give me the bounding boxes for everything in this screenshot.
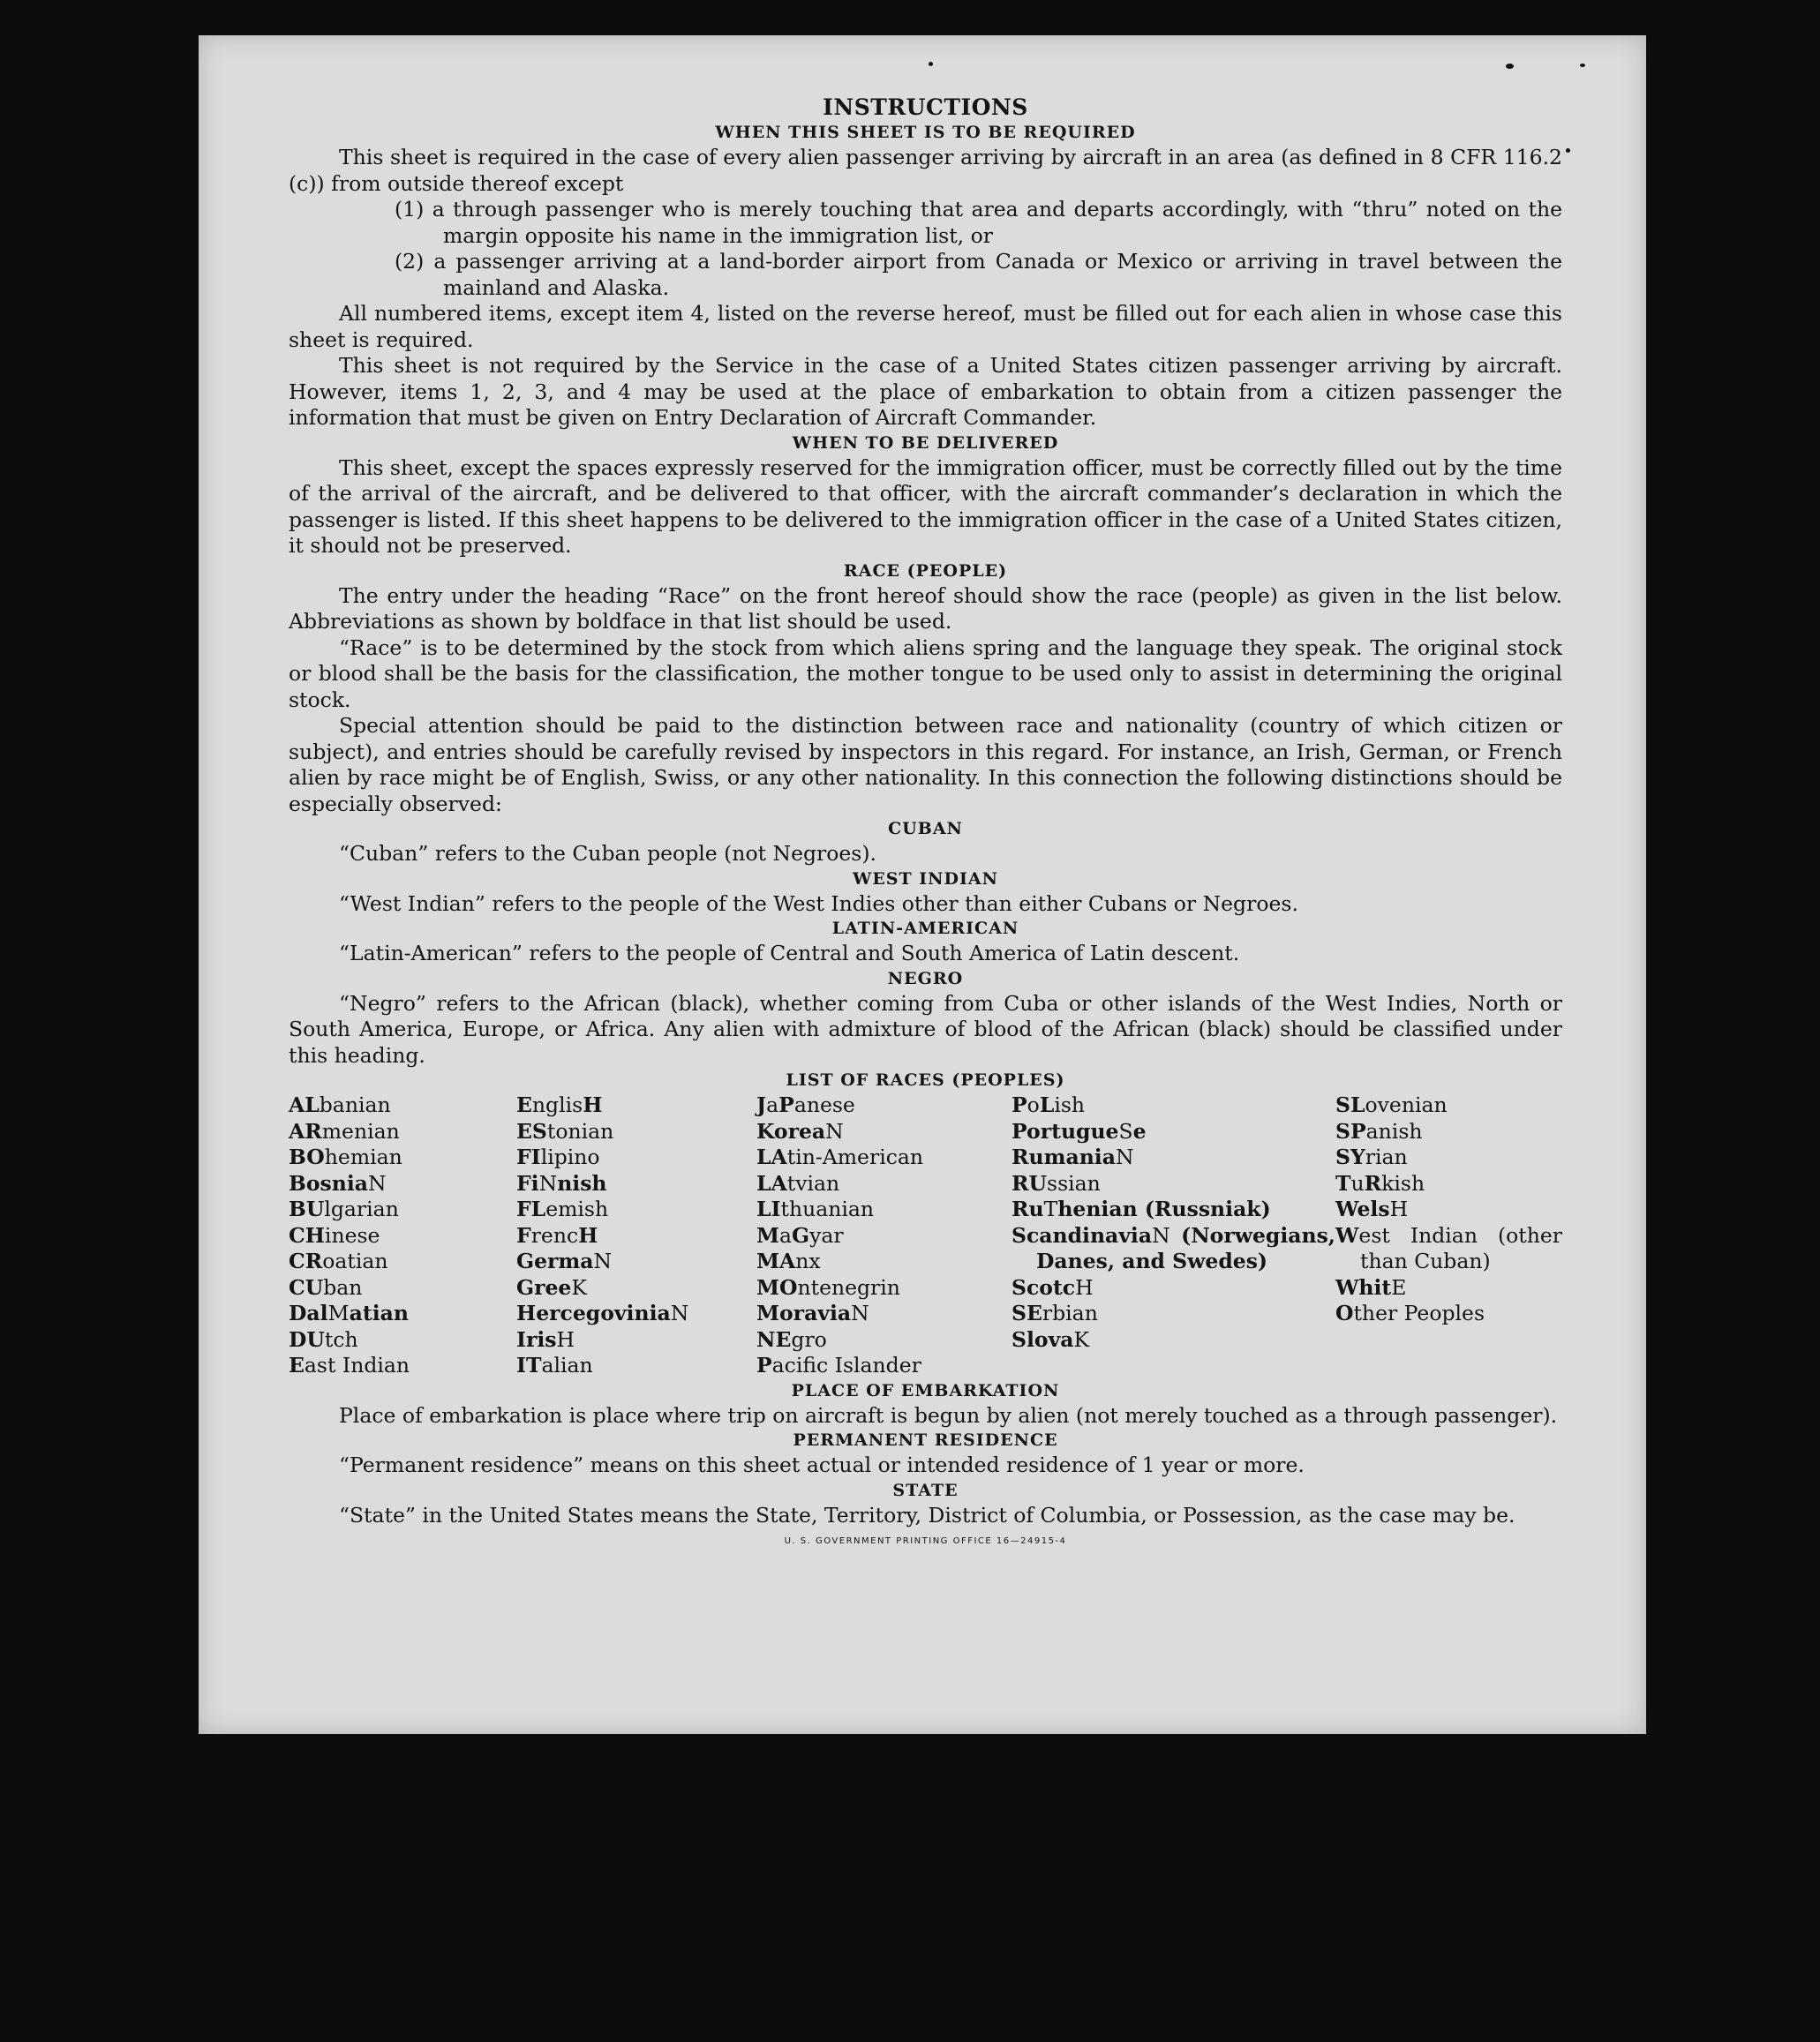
scan-speck (1506, 64, 1514, 69)
race-abbrev-part: FL (516, 1197, 546, 1221)
race-entry (1335, 1092, 1562, 1119)
race-name-part: tin-American (786, 1145, 924, 1169)
race-entry (289, 1275, 516, 1302)
race-entry (1012, 1092, 1335, 1119)
race-name-part: est Indian (other than Cuban) (1358, 1222, 1562, 1273)
section-heading: PLACE OF EMBARKATION (791, 1380, 1060, 1400)
race-name-part: lipino (540, 1145, 600, 1169)
race-name-part: tonian (546, 1118, 614, 1144)
race-entry (756, 1301, 1012, 1327)
race-entry (1335, 1171, 1562, 1197)
race-abbrev-part: e (1132, 1118, 1147, 1144)
race-entry (1335, 1301, 1562, 1327)
races-heading: LIST OF RACES (PEOPLES) (786, 1070, 1065, 1090)
paragraph: “West Indian” refers to the people of the West Indies other than either Cubans or Negroes. (339, 890, 1298, 916)
paragraph: “Cuban” refers to the Cuban people (not Negroes). (339, 841, 877, 866)
race-entry (756, 1327, 1012, 1354)
race-name-part: N (670, 1301, 689, 1325)
paragraph: This sheet is not required by the Service in the case of a United States citizen passenger arriving by aircraft. However, items 1, 2, 3, and 4 may be used at the place of embarkation to obtain from a citizen passenger the information that must be given on Entry Declaration of Aircraft Commander. (289, 353, 1562, 430)
race-entry (516, 1249, 756, 1275)
race-entry (1335, 1197, 1562, 1223)
race-name-part: H (1389, 1197, 1409, 1221)
race-abbrev-part: atian (349, 1301, 409, 1325)
race-name-part: K (571, 1274, 587, 1300)
race-entry (289, 1197, 516, 1223)
race-name-part: gro (791, 1326, 827, 1352)
race-column (756, 1092, 1012, 1379)
race-name-part: a (766, 1092, 779, 1117)
race-entry (289, 1171, 516, 1197)
race-entry (516, 1197, 756, 1223)
race-column (1012, 1092, 1335, 1353)
race-abbrev-part: P (756, 1353, 772, 1378)
definitions-sections (289, 1379, 1562, 1529)
race-abbrev-part: F (516, 1222, 531, 1248)
race-entry (516, 1171, 756, 1197)
race-entry (516, 1327, 756, 1354)
paragraph: Place of embarkation is place where trip on aircraft is begun by alien (not merely touched as a through passenger). (339, 1402, 1558, 1428)
race-abbrev-part: SE (1012, 1301, 1042, 1325)
race-abbrev-part: Scotc (1012, 1274, 1076, 1300)
race-name-part: emish (545, 1197, 609, 1221)
race-abbrev-part: R (1364, 1170, 1382, 1196)
race-name-part: rian (1365, 1145, 1408, 1169)
race-abbrev-part: CR (289, 1249, 323, 1273)
race-name-part: banian (319, 1092, 391, 1117)
paragraph: This sheet is required in the case of every alien passenger arriving by aircraft in an area (as defined in 8 CFR 116.2 (c)) from outside thereof except (289, 145, 1562, 196)
race-entry (756, 1353, 1012, 1379)
race-name-part: tvian (786, 1170, 840, 1196)
race-name-part: a (779, 1222, 793, 1248)
race-name-part: K (1073, 1326, 1090, 1352)
race-name-part: N (593, 1249, 613, 1273)
race-abbrev-part: AL (289, 1092, 320, 1117)
race-name-part: menian (321, 1118, 400, 1144)
race-entry (1335, 1223, 1562, 1275)
race-column (1335, 1092, 1562, 1327)
race-entry (1012, 1327, 1335, 1354)
race-abbrev-part: T (1335, 1170, 1351, 1196)
race-name-part: anish (1365, 1118, 1423, 1144)
paragraph: Special attention should be paid to the distinction between race and nationality (country of which citizen or subject), and entries should be carefully revised by inspectors in this regard. For instance, an Irish, German, or French alien by race might be of English, Swiss, or any other nationality. In this connection the following distinctions should be especially observed: (289, 713, 1562, 816)
race-name-part: nx (795, 1249, 821, 1273)
race-entry (1012, 1171, 1335, 1197)
race-entry (756, 1145, 1012, 1171)
race-name-part: N (825, 1118, 844, 1144)
race-abbrev-part: J (756, 1092, 767, 1117)
section-heading: PERMANENT RESIDENCE (793, 1430, 1058, 1450)
race-abbrev-part: MA (756, 1249, 796, 1273)
race-abbrev-part: IT (516, 1353, 542, 1378)
scan-speck (929, 62, 933, 66)
race-abbrev-part: Hercegovinia (516, 1301, 671, 1325)
race-entry (289, 1353, 516, 1379)
race-name-part: nglis (531, 1092, 583, 1117)
race-abbrev-part: P (1012, 1092, 1027, 1117)
race-name-part: N (851, 1301, 869, 1325)
paragraph: “Latin-American” refers to the people of Central and South America of Latin descent. (339, 941, 1240, 965)
scan-speck (1566, 148, 1570, 153)
race-abbrev-part: MO (756, 1274, 798, 1300)
race-name-part: ssian (1047, 1170, 1101, 1196)
race-entry (1012, 1119, 1335, 1145)
race-abbrev-part: RU (1012, 1170, 1048, 1196)
race-name-part: H (556, 1326, 575, 1352)
instructions-sections (289, 121, 1562, 1069)
race-entry (1335, 1275, 1562, 1302)
race-abbrev-part: Korea (756, 1118, 826, 1144)
race-entry (1012, 1197, 1335, 1223)
paragraph: “Permanent residence” means on this sheet actual or intended residence of 1 year or more. (339, 1453, 1305, 1477)
paragraph: This sheet, except the spaces expressly reserved for the immigration officer, must be correctly filled out by the time of the arrival of the aircraft, and be delivered to that officer, with the aircraft commander’s declaration in which the passenger is listed. If this sheet happens to be delivered to the immigration officer in the case of a United States citizen, it should not be preserved. (289, 454, 1562, 558)
race-abbrev-part: Dal (289, 1301, 328, 1325)
race-name-part: anese (793, 1092, 855, 1117)
race-name-part: o (1027, 1092, 1040, 1117)
race-abbrev-part: Gree (516, 1274, 572, 1300)
race-name-part: yar (809, 1222, 844, 1248)
race-entry (756, 1249, 1012, 1275)
race-abbrev-part: Slova (1012, 1326, 1074, 1352)
race-name-part: ntenegrin (797, 1274, 900, 1300)
race-entry (1012, 1223, 1335, 1275)
race-name-part: N (368, 1170, 387, 1196)
race-entry (1012, 1275, 1335, 1302)
race-abbrev-part: Ru (1012, 1197, 1044, 1221)
race-entry (516, 1145, 756, 1171)
race-abbrev-part: E (289, 1353, 305, 1378)
race-abbrev-part: CH (289, 1222, 325, 1248)
race-entry (756, 1092, 1012, 1119)
race-abbrev-part: E (516, 1092, 532, 1117)
race-name-part: S (1118, 1118, 1133, 1144)
race-entry (1335, 1145, 1562, 1171)
race-entry (1335, 1119, 1562, 1145)
race-column (289, 1092, 516, 1379)
section-heading: RACE (PEOPLE) (843, 560, 1008, 581)
race-abbrev-part: W (1335, 1222, 1359, 1248)
race-name-part: hemian (324, 1145, 402, 1169)
race-name-part: H (1075, 1274, 1094, 1300)
race-name-part: alian (541, 1353, 593, 1378)
race-abbrev-part: LA (756, 1170, 787, 1196)
race-name-part: lgarian (324, 1197, 399, 1221)
page-title: INSTRUCTIONS (823, 94, 1028, 120)
race-entry (1012, 1145, 1335, 1171)
race-abbrev-part: BU (289, 1197, 325, 1221)
race-name-part: N (1115, 1145, 1134, 1169)
race-name-part: inese (324, 1222, 380, 1248)
race-name-part: ban (323, 1274, 363, 1300)
race-abbrev-part: Fi (516, 1170, 539, 1196)
race-name-part: T (1043, 1197, 1058, 1221)
race-entry (516, 1353, 756, 1379)
race-entry (756, 1171, 1012, 1197)
race-abbrev-part: nish (557, 1170, 607, 1196)
race-abbrev-part: L (1039, 1092, 1055, 1117)
section-heading: LATIN-AMERICAN (831, 919, 1019, 938)
race-abbrev-part: SL (1335, 1092, 1365, 1117)
race-abbrev-part: SY (1335, 1145, 1365, 1169)
race-abbrev-part: DU (289, 1326, 325, 1352)
race-entry (289, 1327, 516, 1354)
race-name-part: M (327, 1301, 350, 1325)
race-name-part: E (1391, 1274, 1407, 1300)
race-abbrev-part: LI (756, 1197, 781, 1221)
race-name-part: acific Islander (771, 1353, 921, 1378)
race-entry (516, 1119, 756, 1145)
race-abbrev-part: Whit (1335, 1274, 1392, 1300)
section-heading: NEGRO (887, 968, 964, 988)
race-abbrev-part: BO (289, 1145, 325, 1169)
race-abbrev-part: Iris (516, 1326, 557, 1352)
race-name-part: renc (530, 1222, 579, 1248)
race-abbrev-part: Scandinavia (1012, 1222, 1153, 1248)
race-name-part: tch (324, 1326, 358, 1352)
section-heading: WEST INDIAN (852, 868, 999, 889)
race-abbrev-part: P (778, 1092, 794, 1117)
race-name-part: ish (1054, 1092, 1086, 1117)
race-entry (289, 1223, 516, 1250)
race-name-part: ovenian (1365, 1092, 1448, 1117)
paragraph: All numbered items, except item 4, listed on the reverse hereof, must be filled out for each alien in whose case this sheet is required. (289, 301, 1562, 352)
paragraph: “Negro” refers to the African (black), whether coming from Cuba or other islands of the West Indies, North or South America, Europe, or Africa. Any alien with admixture of blood of the African (black) should be classified under this heading. (289, 990, 1562, 1068)
race-name-part: u (1350, 1170, 1365, 1196)
race-abbrev-part: FI (516, 1145, 541, 1169)
race-abbrev-part: O (1335, 1301, 1354, 1325)
race-entry (516, 1275, 756, 1302)
section-heading: STATE (892, 1480, 959, 1500)
race-abbrev-part: LA (756, 1145, 787, 1169)
race-abbrev-part: Wels (1335, 1197, 1390, 1221)
race-entry (1012, 1301, 1335, 1327)
race-abbrev-part: henian (Russniak) (1057, 1197, 1271, 1221)
race-entry (756, 1275, 1012, 1302)
section-heading: WHEN TO BE DELIVERED (792, 432, 1059, 453)
race-name-part: oatian (322, 1249, 388, 1273)
race-name-part: rbian (1042, 1301, 1098, 1325)
race-abbrev-part: M (756, 1222, 780, 1248)
race-name-part: ast Indian (304, 1353, 410, 1378)
paragraph: The entry under the heading “Race” on the front hereof should show the race (people) as given in the list below. Abbreviations as shown by boldface in that list should be used. (289, 582, 1562, 634)
scan-speck (1580, 64, 1585, 67)
section-heading: CUBAN (888, 819, 963, 838)
race-list (289, 1092, 1562, 1379)
race-entry (756, 1197, 1012, 1223)
race-entry (289, 1119, 516, 1145)
race-entry (289, 1145, 516, 1171)
race-name-part: N (538, 1170, 558, 1196)
race-name-part: N (1152, 1222, 1170, 1248)
race-abbrev-part: G (792, 1222, 810, 1248)
race-abbrev-part: H (578, 1222, 598, 1248)
race-entry (756, 1119, 1012, 1145)
race-abbrev-part: (Norwegians, Danes, and Swedes) (1036, 1222, 1335, 1273)
race-abbrev-part: Germa (516, 1249, 594, 1273)
race-abbrev-part: SP (1335, 1118, 1366, 1144)
race-abbrev-part: ES (516, 1118, 547, 1144)
race-name-part: thuanian (780, 1197, 875, 1221)
race-abbrev-part: H (583, 1092, 603, 1117)
race-name-part: kish (1381, 1170, 1425, 1196)
paragraph: “State” in the United States means the State, Territory, District of Columbia, or Possession, as the case may be. (339, 1502, 1515, 1528)
paragraph: (2) a passenger arriving at a land-border airport from Canada or Mexico or arriving in travel between the mainland and Alaska. (395, 249, 1562, 300)
race-abbrev-part: NE (756, 1326, 792, 1352)
race-entry (516, 1301, 756, 1327)
document-page (199, 35, 1646, 1734)
race-entry (289, 1092, 516, 1119)
race-entry (289, 1249, 516, 1275)
race-column (516, 1092, 756, 1379)
race-abbrev-part: Portugue (1012, 1118, 1119, 1144)
race-name-part: ther Peoples (1353, 1301, 1485, 1325)
race-abbrev-part: AR (289, 1118, 322, 1144)
race-entry (289, 1301, 516, 1327)
section-heading: WHEN THIS SHEET IS TO BE REQUIRED (715, 123, 1136, 142)
race-entry (756, 1223, 1012, 1250)
printer-footer: U. S. GOVERNMENT PRINTING OFFICE 16—24915-4 (784, 1536, 1067, 1546)
paragraph: (1) a through passenger who is merely touching that area and departs accordingly, with “thru” noted on the margin opposite his name in the immigration list, or (395, 197, 1562, 248)
race-entry (516, 1092, 756, 1119)
paragraph: “Race” is to be determined by the stock from which aliens spring and the language they speak. The original stock or blood shall be the basis for the classification, the mother tongue to be used only to assist in determining the original stock. (289, 634, 1562, 712)
race-abbrev-part: Moravia (756, 1301, 852, 1325)
race-entry (516, 1223, 756, 1250)
race-abbrev-part: CU (289, 1274, 324, 1300)
race-abbrev-part: Bosnia (289, 1170, 369, 1196)
race-abbrev-part: Rumania (1012, 1145, 1116, 1169)
